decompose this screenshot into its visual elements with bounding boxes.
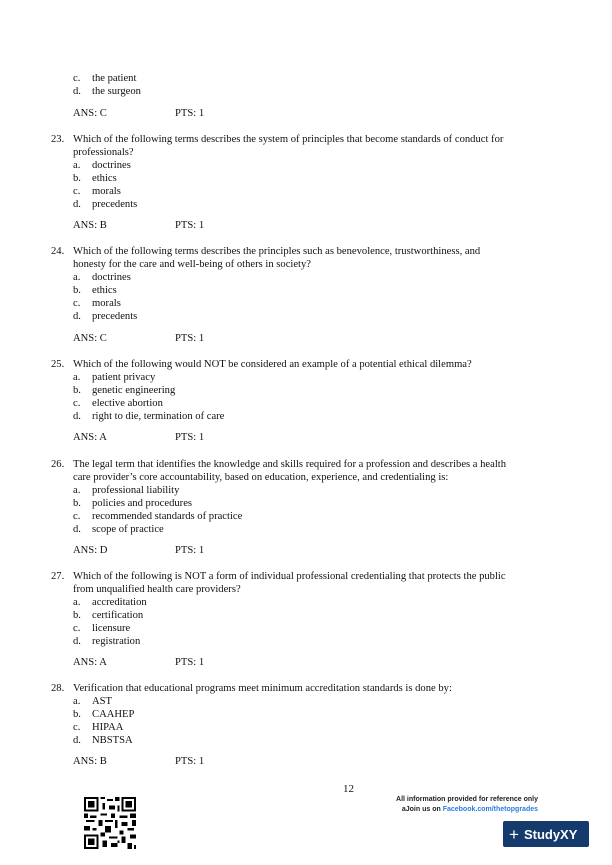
qr-code-icon (84, 797, 136, 849)
question-number: 27. (51, 571, 65, 582)
question-text: Which of the following is NOT a form of individual professional credentialing that protects the public (73, 571, 506, 582)
footer-disclaimer: All information provided for reference only (396, 796, 538, 803)
footer-note (396, 795, 538, 815)
plus-icon: + (509, 824, 519, 844)
question-number: 26. (51, 459, 65, 470)
footer-join: aJoin us on Facebook.com/thetopgrades (401, 806, 538, 813)
page-number: 12 (343, 783, 354, 795)
brand-name: StudyXY (523, 826, 578, 842)
question-number: 23. (51, 134, 65, 145)
points-label: PTS: 1 (175, 108, 205, 119)
question-text: from unqualified health care providers? (73, 584, 241, 595)
question-text: The legal term that identifies the knowledge and skills required for a profession and describes a health (73, 459, 507, 470)
question-text: Which of the following terms describes the principles such as benevolence, trustworthiness, and (73, 246, 481, 257)
question-text: Which of the following terms describes the system of principles that become standards of conduct for (73, 134, 504, 145)
question-text: Which of the following would NOT be considered an example of a potential ethical dilemma? (73, 359, 472, 370)
answer-label: ANS: C (73, 108, 107, 119)
question-number: 28. (51, 683, 65, 694)
studyxy-logo[interactable] (503, 821, 589, 847)
document-page: c. the patient d. the surgeon ANS: C PTS: 1 23. Which of the following terms describes the system of principles that become standards of conduct for professionals? a. doctrines b. ethics c. morals d. precedents ANS: B PTS: 1 24. Which of the following terms describes the principles such as benevolence, trustworthiness, and honesty for the care and well-being of others in society? a. doctrines b. ethics c. morals d. precedents ANS: C PTS: 1 25. Which of the following would NOT be considered an example of a potential ethical dilemma? a. patient privacy b. genetic engineering c. elective abortion d. right to die, termination of care ANS: A PTS: 1 26. The legal term that identifies the knowledge and skills required for a profession and describes a health care provider’s core accountability, based on education, experience, and credentialing is: a. professional liability b. policies and procedures c. recommended standards of practice d. scope of practice ANS: D PTS: 1 27. Which of the following is NOT a form of individual professional credentialing that protects the public from unqualified health care providers? a. accreditation b. certification c. licensure d. registration ANS: A PTS: 1 28. Verification that educational programs meet minimum accreditation standards is done by: a. AST b. CAAHEP c. HIPAA d. NBSTSA ANS: B PTS: 1 12 All information provided for reference only aJoin us on Facebook.com/thetopgrades + StudyXY (0, 0, 612, 865)
question-text: honesty for the care and well-being of others in society? (73, 259, 311, 270)
question-number: 25. (51, 359, 65, 370)
question-text: care provider’s core accountability, based on education, experience, and credentialing is: (73, 472, 449, 483)
question-text: professionals? (73, 147, 134, 158)
question-text: Verification that educational programs meet minimum accreditation standards is done by: (73, 683, 452, 694)
question-number: 24. (51, 246, 65, 257)
facebook-link[interactable]: Facebook.com/thetopgrades (442, 806, 538, 813)
